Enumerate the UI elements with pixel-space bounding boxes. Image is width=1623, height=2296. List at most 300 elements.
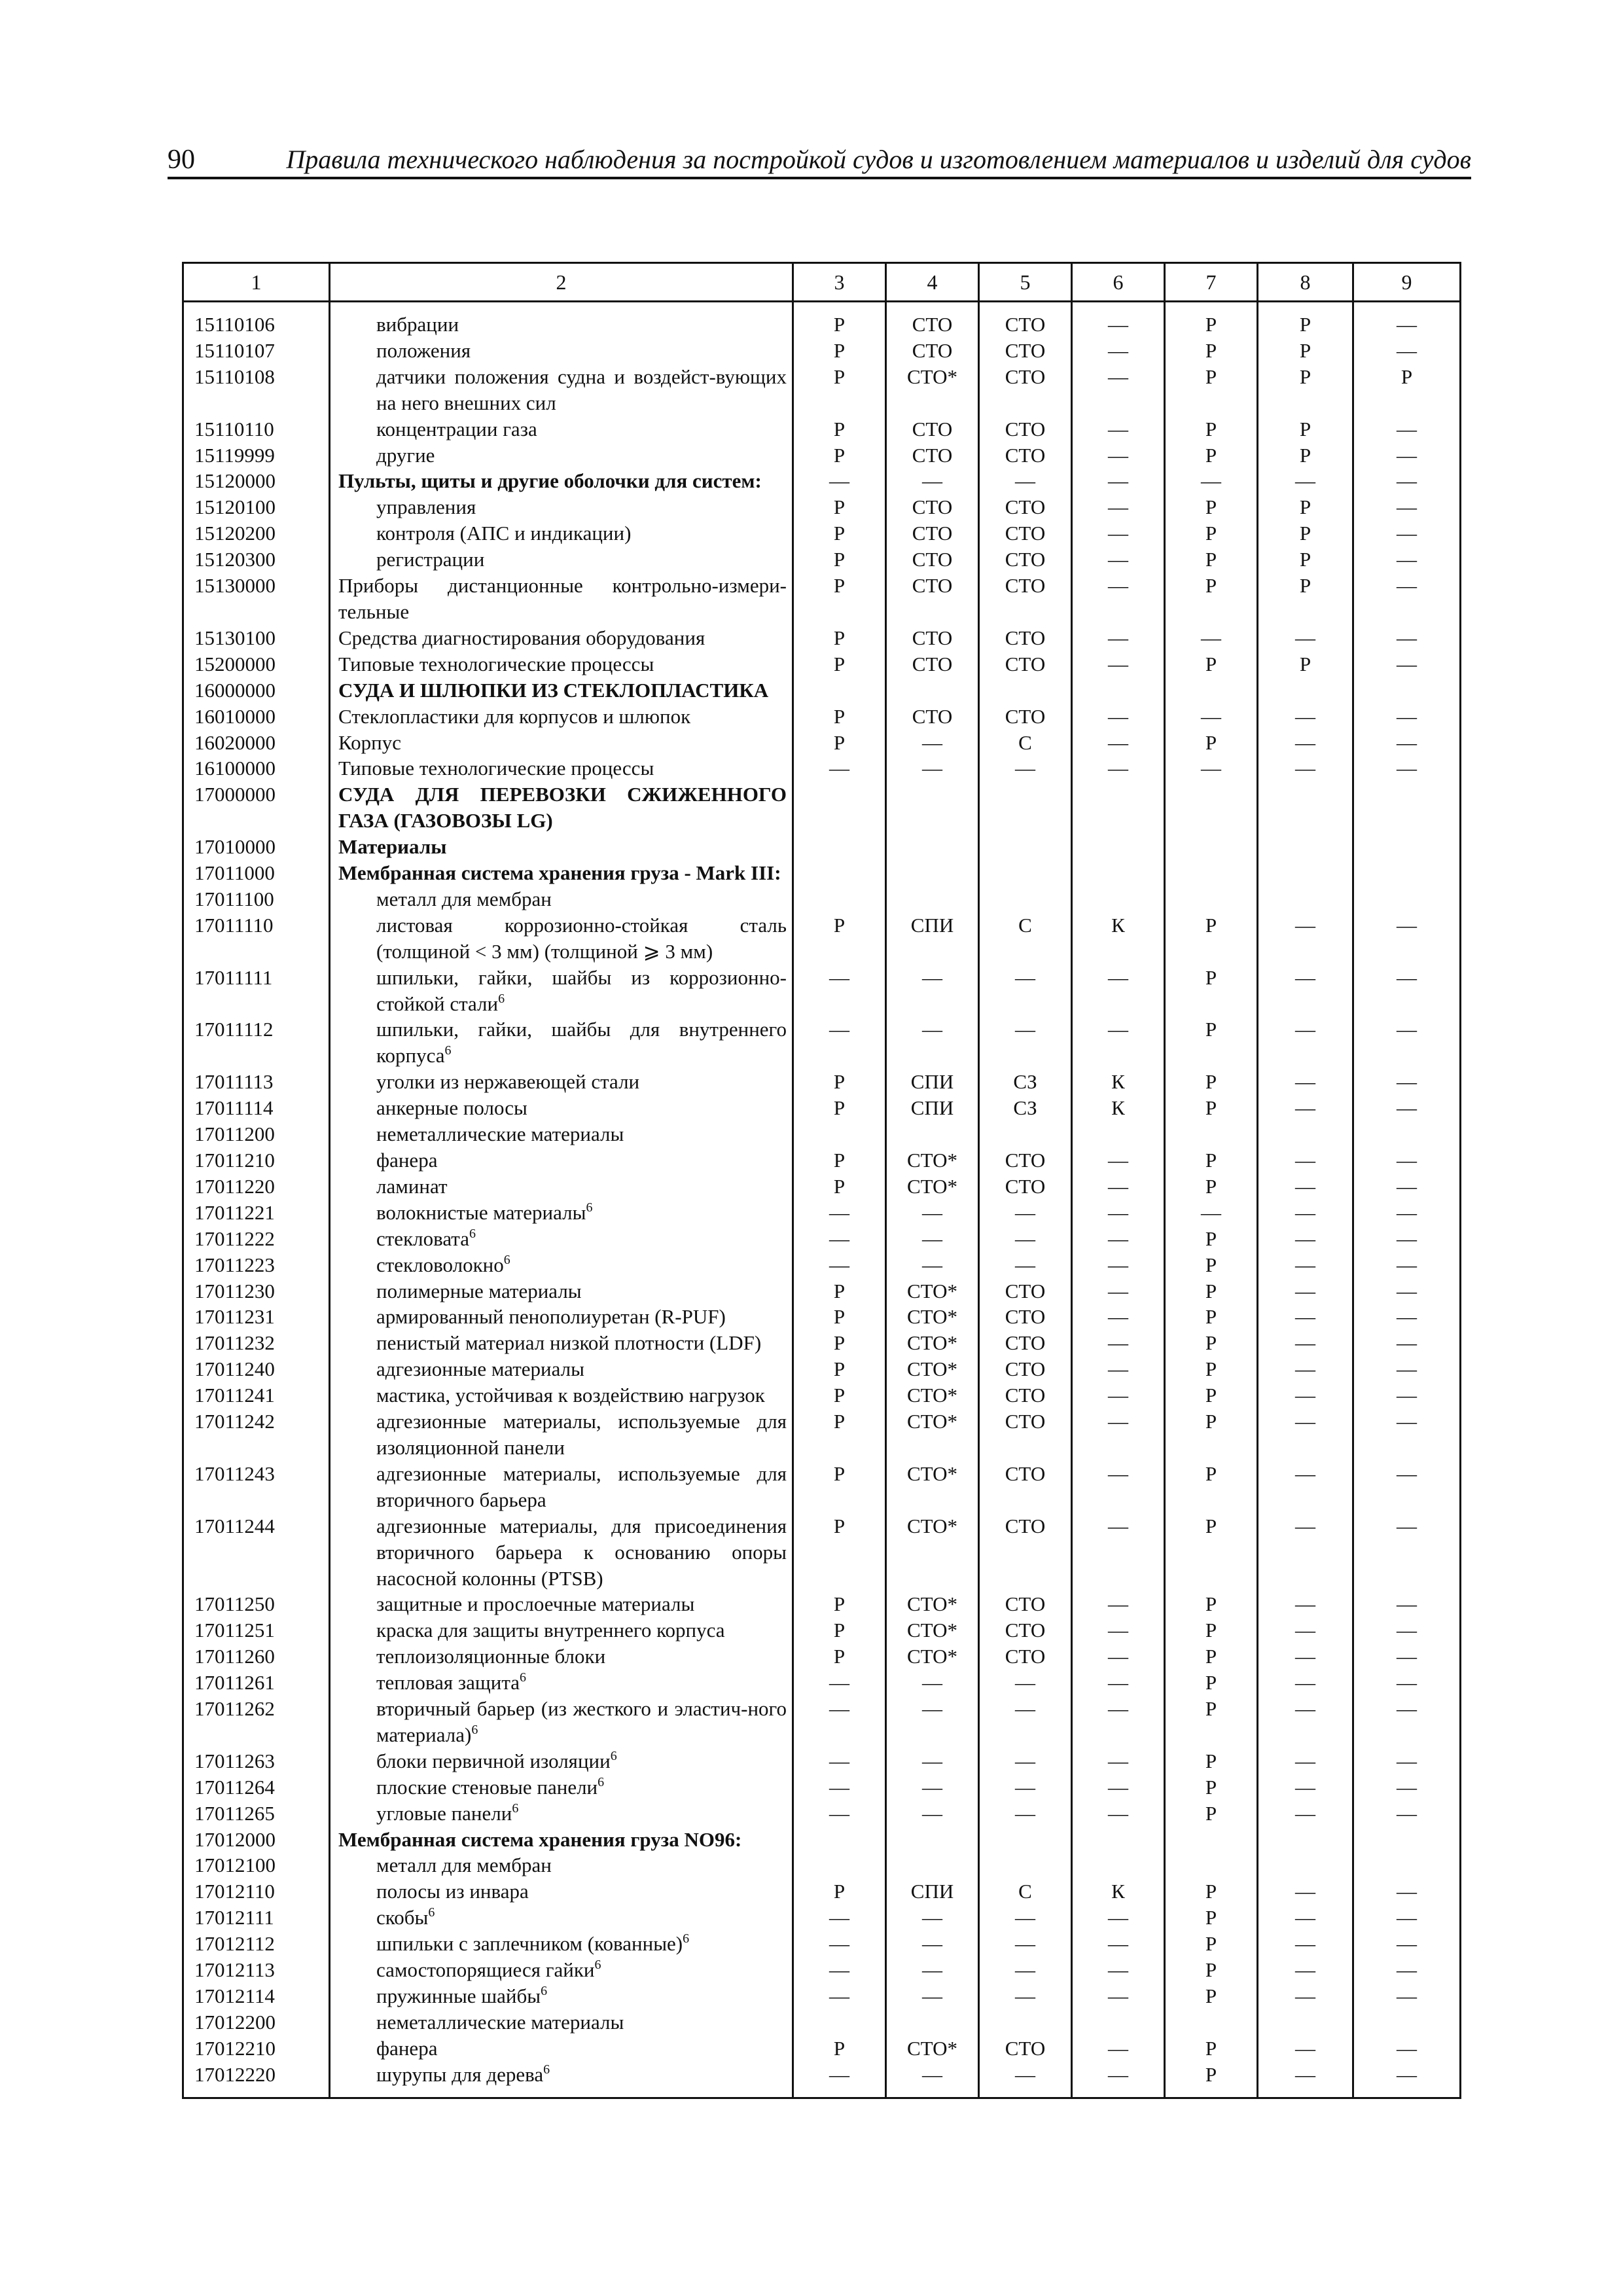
row-mark-col-6: — bbox=[1072, 1983, 1165, 2009]
row-mark-col-6: — bbox=[1072, 302, 1165, 338]
footnote-ref: 6 bbox=[586, 1200, 593, 1215]
row-mark-col-7: Р bbox=[1165, 1801, 1258, 1827]
row-mark-col-4 bbox=[886, 1827, 979, 1853]
table-row bbox=[183, 1878, 1461, 1905]
row-mark-col-8: — bbox=[1258, 1147, 1353, 1174]
row-mark-col-4 bbox=[886, 860, 979, 886]
row-mark-col-7: Р bbox=[1165, 364, 1258, 416]
row-mark-col-7: Р bbox=[1165, 1513, 1258, 1592]
row-code: 15110107 bbox=[183, 338, 330, 364]
row-mark-col-9: — bbox=[1353, 573, 1461, 625]
row-mark-col-3: — bbox=[793, 1905, 886, 1931]
row-mark-col-3: Р bbox=[793, 547, 886, 573]
row-code: 15110106 bbox=[183, 302, 330, 338]
row-code: 17012210 bbox=[183, 2036, 330, 2062]
row-mark-col-4: СТО* bbox=[886, 1591, 979, 1617]
row-name-text: тепловая защита bbox=[376, 1671, 520, 1695]
row-mark-col-6: — bbox=[1072, 651, 1165, 677]
row-mark-col-3: — bbox=[793, 1252, 886, 1278]
row-name bbox=[330, 1591, 793, 1617]
row-mark-col-4: СПИ bbox=[886, 1878, 979, 1905]
table-row bbox=[183, 1461, 1461, 1513]
row-mark-col-3 bbox=[793, 781, 886, 834]
row-mark-col-7: Р bbox=[1165, 1304, 1258, 1330]
row-mark-col-3 bbox=[793, 2009, 886, 2036]
table-row bbox=[183, 1278, 1461, 1304]
table-row bbox=[183, 704, 1461, 730]
row-mark-col-7: Р bbox=[1165, 573, 1258, 625]
row-name-text: вибрации bbox=[376, 313, 459, 336]
row-name bbox=[330, 1330, 793, 1356]
table-row bbox=[183, 1200, 1461, 1226]
row-mark-col-7: Р bbox=[1165, 1748, 1258, 1774]
row-name bbox=[330, 1696, 793, 1748]
row-code: 17012114 bbox=[183, 1983, 330, 2009]
table-row bbox=[183, 468, 1461, 494]
row-name bbox=[330, 338, 793, 364]
row-mark-col-3: Р bbox=[793, 1278, 886, 1304]
table-row bbox=[183, 834, 1461, 860]
row-mark-col-4: — bbox=[886, 1670, 979, 1696]
row-mark-col-5: СТО bbox=[979, 494, 1072, 520]
table-row bbox=[183, 1591, 1461, 1617]
row-name bbox=[330, 1461, 793, 1513]
row-mark-col-6: — bbox=[1072, 1356, 1165, 1382]
row-mark-col-4 bbox=[886, 1121, 979, 1147]
table-row bbox=[183, 1696, 1461, 1748]
row-mark-col-3: — bbox=[793, 965, 886, 1017]
row-mark-col-4: СТО* bbox=[886, 1617, 979, 1643]
row-mark-col-3: Р bbox=[793, 1591, 886, 1617]
row-mark-col-6: — bbox=[1072, 442, 1165, 469]
row-mark-col-8: — bbox=[1258, 1957, 1353, 1983]
row-mark-col-3: Р bbox=[793, 520, 886, 547]
row-name bbox=[330, 1748, 793, 1774]
row-mark-col-9 bbox=[1353, 886, 1461, 912]
row-mark-col-6: — bbox=[1072, 1931, 1165, 1957]
row-name-text: мастика, устойчивая к воздействию нагрузок bbox=[376, 1384, 765, 1407]
row-name bbox=[330, 494, 793, 520]
row-mark-col-3 bbox=[793, 1827, 886, 1853]
row-mark-col-9: — bbox=[1353, 1461, 1461, 1513]
row-name bbox=[330, 468, 793, 494]
row-name bbox=[330, 2036, 793, 2062]
row-mark-col-9: — bbox=[1353, 1696, 1461, 1748]
row-mark-col-5: — bbox=[979, 1200, 1072, 1226]
row-mark-col-8 bbox=[1258, 1827, 1353, 1853]
row-mark-col-4: — bbox=[886, 1983, 979, 2009]
row-mark-col-5: СТО bbox=[979, 1304, 1072, 1330]
row-mark-col-5: — bbox=[979, 1226, 1072, 1252]
row-mark-col-5: — bbox=[979, 1252, 1072, 1278]
row-mark-col-5: СТО bbox=[979, 416, 1072, 442]
footnote-ref: 6 bbox=[471, 1722, 478, 1737]
row-mark-col-7 bbox=[1165, 2009, 1258, 2036]
row-mark-col-5: СТО bbox=[979, 547, 1072, 573]
row-name bbox=[330, 2009, 793, 2036]
row-name-text: краска для защиты внутреннего корпуса bbox=[376, 1619, 725, 1642]
row-name-text: неметаллические материалы bbox=[376, 1122, 624, 1146]
row-mark-col-8: — bbox=[1258, 1069, 1353, 1095]
footnote-ref: 6 bbox=[444, 1043, 452, 1058]
column-header-5: 5 bbox=[979, 263, 1072, 302]
row-name bbox=[330, 520, 793, 547]
row-code: 17011250 bbox=[183, 1591, 330, 1617]
row-name bbox=[330, 1643, 793, 1670]
row-mark-col-5: — bbox=[979, 1931, 1072, 1957]
row-mark-col-5: — bbox=[979, 1016, 1072, 1069]
row-mark-col-3: Р bbox=[793, 1461, 886, 1513]
footnote-ref: 6 bbox=[503, 1252, 510, 1267]
row-mark-col-7: Р bbox=[1165, 1016, 1258, 1069]
row-mark-col-9: — bbox=[1353, 1016, 1461, 1069]
row-mark-col-6: — bbox=[1072, 1670, 1165, 1696]
row-mark-col-7: Р bbox=[1165, 1382, 1258, 1408]
row-mark-col-7: Р bbox=[1165, 2062, 1258, 2098]
page-number: 90 bbox=[168, 145, 195, 175]
row-mark-col-6: — bbox=[1072, 1774, 1165, 1801]
row-code: 17011262 bbox=[183, 1696, 330, 1748]
row-mark-col-3 bbox=[793, 1121, 886, 1147]
row-name bbox=[330, 965, 793, 1017]
row-mark-col-5 bbox=[979, 2009, 1072, 2036]
row-name-text: вторичный барьер (из жесткого и эластич-ного материала) bbox=[376, 1697, 787, 1746]
row-mark-col-7: Р bbox=[1165, 651, 1258, 677]
row-mark-col-7: Р bbox=[1165, 1147, 1258, 1174]
row-mark-col-4: СТО* bbox=[886, 1643, 979, 1670]
row-mark-col-4 bbox=[886, 886, 979, 912]
row-mark-col-3: — bbox=[793, 468, 886, 494]
running-title: Правила технического наблюдения за постройкой судов и изготовлением материалов и изделий для судов bbox=[286, 145, 1471, 174]
row-mark-col-9: — bbox=[1353, 1878, 1461, 1905]
row-mark-col-4: СТО bbox=[886, 625, 979, 651]
row-code: 15120200 bbox=[183, 520, 330, 547]
row-mark-col-9 bbox=[1353, 1121, 1461, 1147]
row-mark-col-5: СТО bbox=[979, 364, 1072, 416]
row-mark-col-5: СТО bbox=[979, 1174, 1072, 1200]
row-mark-col-7: Р bbox=[1165, 1957, 1258, 1983]
row-mark-col-8: — bbox=[1258, 912, 1353, 965]
row-mark-col-9: — bbox=[1353, 965, 1461, 1017]
row-mark-col-9: — bbox=[1353, 1774, 1461, 1801]
row-name-text: защитные и прослоечные материалы bbox=[376, 1592, 695, 1616]
row-mark-col-5: СТО bbox=[979, 2036, 1072, 2062]
row-mark-col-8: — bbox=[1258, 625, 1353, 651]
row-mark-col-8: — bbox=[1258, 1356, 1353, 1382]
row-mark-col-5: СТО bbox=[979, 1461, 1072, 1513]
row-mark-col-7 bbox=[1165, 677, 1258, 704]
row-mark-col-9 bbox=[1353, 2009, 1461, 2036]
row-code: 15120100 bbox=[183, 494, 330, 520]
row-mark-col-8: — bbox=[1258, 1330, 1353, 1356]
row-code: 17011264 bbox=[183, 1774, 330, 1801]
row-mark-col-9: — bbox=[1353, 1931, 1461, 1957]
row-name bbox=[330, 442, 793, 469]
row-mark-col-4: СТО* bbox=[886, 1461, 979, 1513]
row-mark-col-5: — bbox=[979, 1983, 1072, 2009]
row-mark-col-3: Р bbox=[793, 442, 886, 469]
row-mark-col-6: — bbox=[1072, 1382, 1165, 1408]
row-mark-col-6: — bbox=[1072, 2036, 1165, 2062]
row-mark-col-8: — bbox=[1258, 1095, 1353, 1121]
row-mark-col-9: — bbox=[1353, 1670, 1461, 1696]
row-mark-col-6: — bbox=[1072, 755, 1165, 781]
row-mark-col-3 bbox=[793, 834, 886, 860]
row-mark-col-9: — bbox=[1353, 1983, 1461, 2009]
row-code: 15200000 bbox=[183, 651, 330, 677]
row-mark-col-4: СТО* bbox=[886, 1408, 979, 1461]
row-mark-col-8: — bbox=[1258, 1801, 1353, 1827]
row-mark-col-5 bbox=[979, 886, 1072, 912]
row-mark-col-4: — bbox=[886, 1696, 979, 1748]
row-code: 15120300 bbox=[183, 547, 330, 573]
row-mark-col-3: Р bbox=[793, 1069, 886, 1095]
row-mark-col-9 bbox=[1353, 834, 1461, 860]
row-code: 17011263 bbox=[183, 1748, 330, 1774]
row-mark-col-4: — bbox=[886, 1252, 979, 1278]
row-mark-col-8 bbox=[1258, 1852, 1353, 1878]
row-name-text: Типовые технологические процессы bbox=[338, 652, 654, 675]
row-mark-col-9: — bbox=[1353, 1069, 1461, 1095]
table-row bbox=[183, 651, 1461, 677]
row-mark-col-5: СТО bbox=[979, 704, 1072, 730]
row-mark-col-4: — bbox=[886, 1931, 979, 1957]
row-mark-col-7: Р bbox=[1165, 1278, 1258, 1304]
row-mark-col-7: Р bbox=[1165, 1330, 1258, 1356]
row-mark-col-3: — bbox=[793, 1200, 886, 1226]
row-mark-col-4: СТО bbox=[886, 651, 979, 677]
row-mark-col-7: Р bbox=[1165, 912, 1258, 965]
table-row bbox=[183, 1174, 1461, 1200]
table-row bbox=[183, 1748, 1461, 1774]
row-mark-col-7 bbox=[1165, 1852, 1258, 1878]
table-row bbox=[183, 912, 1461, 965]
row-name-text: управления bbox=[376, 495, 476, 519]
row-mark-col-6: — bbox=[1072, 520, 1165, 547]
table-row bbox=[183, 547, 1461, 573]
row-mark-col-9: — bbox=[1353, 1252, 1461, 1278]
row-mark-col-7: Р bbox=[1165, 1696, 1258, 1748]
row-code: 17011261 bbox=[183, 1670, 330, 1696]
row-mark-col-7: Р bbox=[1165, 302, 1258, 338]
row-mark-col-7: — bbox=[1165, 704, 1258, 730]
row-mark-col-5: — bbox=[979, 965, 1072, 1017]
row-name bbox=[330, 1069, 793, 1095]
row-mark-col-4: СТО bbox=[886, 416, 979, 442]
row-code: 16010000 bbox=[183, 704, 330, 730]
row-mark-col-3: Р bbox=[793, 338, 886, 364]
row-mark-col-3: Р bbox=[793, 1408, 886, 1461]
row-mark-col-4 bbox=[886, 834, 979, 860]
row-mark-col-4: — bbox=[886, 730, 979, 756]
row-name bbox=[330, 1827, 793, 1853]
row-name bbox=[330, 416, 793, 442]
row-name-text: концентрации газа bbox=[376, 417, 537, 440]
row-mark-col-8: — bbox=[1258, 1878, 1353, 1905]
row-mark-col-3: Р bbox=[793, 1304, 886, 1330]
row-mark-col-6: — bbox=[1072, 338, 1165, 364]
row-mark-col-5: СТО bbox=[979, 1356, 1072, 1382]
row-mark-col-4 bbox=[886, 1852, 979, 1878]
table-row bbox=[183, 965, 1461, 1017]
table-row bbox=[183, 573, 1461, 625]
row-mark-col-6 bbox=[1072, 677, 1165, 704]
row-mark-col-6: — bbox=[1072, 1200, 1165, 1226]
row-mark-col-4: СТО bbox=[886, 573, 979, 625]
row-mark-col-4: СТО bbox=[886, 442, 979, 469]
row-code: 16000000 bbox=[183, 677, 330, 704]
row-mark-col-4: — bbox=[886, 1801, 979, 1827]
row-mark-col-4: СТО* bbox=[886, 1513, 979, 1592]
row-name bbox=[330, 1382, 793, 1408]
row-name bbox=[330, 860, 793, 886]
row-mark-col-6: К bbox=[1072, 1095, 1165, 1121]
row-mark-col-8: — bbox=[1258, 2062, 1353, 2098]
row-mark-col-4: — bbox=[886, 755, 979, 781]
table-row bbox=[183, 1356, 1461, 1382]
row-mark-col-5 bbox=[979, 781, 1072, 834]
row-mark-col-8: — bbox=[1258, 1461, 1353, 1513]
row-code: 17011260 bbox=[183, 1643, 330, 1670]
row-code: 17011220 bbox=[183, 1174, 330, 1200]
row-mark-col-3: — bbox=[793, 1801, 886, 1827]
row-mark-col-4: СТО* bbox=[886, 1304, 979, 1330]
row-code: 17012112 bbox=[183, 1931, 330, 1957]
row-mark-col-6: — bbox=[1072, 1643, 1165, 1670]
row-mark-col-4: СТО* bbox=[886, 1356, 979, 1382]
row-code: 17012200 bbox=[183, 2009, 330, 2036]
row-mark-col-9: — bbox=[1353, 416, 1461, 442]
column-header-8: 8 bbox=[1258, 263, 1353, 302]
row-mark-col-8 bbox=[1258, 1121, 1353, 1147]
row-name-text: пружинные шайбы bbox=[376, 1984, 541, 2007]
row-name-text: Материалы bbox=[338, 835, 447, 859]
row-mark-col-4: СТО* bbox=[886, 1382, 979, 1408]
table-row bbox=[183, 1931, 1461, 1957]
row-mark-col-6: — bbox=[1072, 1801, 1165, 1827]
row-code: 17011243 bbox=[183, 1461, 330, 1513]
row-name-text: неметаллические материалы bbox=[376, 2010, 624, 2034]
row-mark-col-6 bbox=[1072, 1852, 1165, 1878]
row-name bbox=[330, 755, 793, 781]
row-name bbox=[330, 302, 793, 338]
row-mark-col-8: — bbox=[1258, 1382, 1353, 1408]
row-mark-col-6: — bbox=[1072, 1226, 1165, 1252]
column-header-1: 1 bbox=[183, 263, 330, 302]
row-name bbox=[330, 677, 793, 704]
row-mark-col-9: — bbox=[1353, 1095, 1461, 1121]
row-mark-col-5: СТО bbox=[979, 1382, 1072, 1408]
row-code: 17011100 bbox=[183, 886, 330, 912]
row-mark-col-4: — bbox=[886, 965, 979, 1017]
row-mark-col-7: Р bbox=[1165, 1591, 1258, 1617]
row-code: 15110110 bbox=[183, 416, 330, 442]
row-mark-col-5: — bbox=[979, 1774, 1072, 1801]
row-mark-col-7: Р bbox=[1165, 1174, 1258, 1200]
row-mark-col-5: СТО bbox=[979, 338, 1072, 364]
row-name-text: фанера bbox=[376, 2036, 438, 2060]
row-mark-col-5 bbox=[979, 834, 1072, 860]
row-mark-col-9: — bbox=[1353, 1304, 1461, 1330]
row-mark-col-9: — bbox=[1353, 1617, 1461, 1643]
row-mark-col-4: СТО bbox=[886, 494, 979, 520]
row-mark-col-3: Р bbox=[793, 651, 886, 677]
row-mark-col-6: — bbox=[1072, 2062, 1165, 2098]
row-code: 17011240 bbox=[183, 1356, 330, 1382]
row-mark-col-4: СТО* bbox=[886, 1278, 979, 1304]
row-name-text: контроля (АПС и индикации) bbox=[376, 522, 632, 545]
column-header-9: 9 bbox=[1353, 263, 1461, 302]
row-mark-col-9: — bbox=[1353, 302, 1461, 338]
row-name bbox=[330, 781, 793, 834]
row-name-text: адгезионные материалы, используемые для изоляционной панели bbox=[376, 1410, 787, 1459]
table-row bbox=[183, 1957, 1461, 1983]
row-mark-col-8: Р bbox=[1258, 338, 1353, 364]
row-mark-col-9: — bbox=[1353, 520, 1461, 547]
row-mark-col-9: — bbox=[1353, 468, 1461, 494]
row-name bbox=[330, 625, 793, 651]
row-name-text: шпильки с заплечником (кованные) bbox=[376, 1932, 683, 1956]
row-mark-col-7: — bbox=[1165, 755, 1258, 781]
row-mark-col-3 bbox=[793, 1852, 886, 1878]
row-name bbox=[330, 1356, 793, 1382]
row-name-text: уголки из нержавеющей стали bbox=[376, 1070, 640, 1094]
row-name-text: анкерные полосы bbox=[376, 1096, 527, 1120]
row-name bbox=[330, 1670, 793, 1696]
table-row bbox=[183, 1670, 1461, 1696]
row-name-text: теплоизоляционные блоки bbox=[376, 1645, 606, 1668]
row-mark-col-6: — bbox=[1072, 364, 1165, 416]
footnote-ref: 6 bbox=[610, 1748, 617, 1763]
row-mark-col-3: — bbox=[793, 1670, 886, 1696]
table-row bbox=[183, 1330, 1461, 1356]
row-mark-col-6: — bbox=[1072, 965, 1165, 1017]
row-mark-col-9: — bbox=[1353, 1748, 1461, 1774]
classification-table bbox=[182, 262, 1461, 2099]
row-mark-col-3: — bbox=[793, 1957, 886, 1983]
row-mark-col-8: — bbox=[1258, 468, 1353, 494]
row-code: 17011222 bbox=[183, 1226, 330, 1252]
row-name bbox=[330, 1147, 793, 1174]
row-mark-col-4: СТО* bbox=[886, 1330, 979, 1356]
row-mark-col-8: — bbox=[1258, 1252, 1353, 1278]
row-mark-col-3: Р bbox=[793, 1356, 886, 1382]
row-mark-col-8 bbox=[1258, 834, 1353, 860]
row-mark-col-8: — bbox=[1258, 1643, 1353, 1670]
table-row bbox=[183, 1643, 1461, 1670]
table-row bbox=[183, 1852, 1461, 1878]
row-mark-col-7: Р bbox=[1165, 1670, 1258, 1696]
row-mark-col-3: Р bbox=[793, 1617, 886, 1643]
row-name bbox=[330, 704, 793, 730]
row-code: 17011210 bbox=[183, 1147, 330, 1174]
row-code: 17011112 bbox=[183, 1016, 330, 1069]
row-name bbox=[330, 886, 793, 912]
row-name-text: стекловата bbox=[376, 1227, 469, 1250]
row-mark-col-7 bbox=[1165, 1121, 1258, 1147]
row-code: 17011113 bbox=[183, 1069, 330, 1095]
row-mark-col-7: Р bbox=[1165, 1905, 1258, 1931]
row-name bbox=[330, 1852, 793, 1878]
table-row bbox=[183, 1069, 1461, 1095]
table-row bbox=[183, 1016, 1461, 1069]
row-mark-col-8: — bbox=[1258, 1016, 1353, 1069]
row-mark-col-7: Р bbox=[1165, 1878, 1258, 1905]
row-name bbox=[330, 1278, 793, 1304]
table-row bbox=[183, 1905, 1461, 1931]
row-mark-col-9: — bbox=[1353, 338, 1461, 364]
row-mark-col-6: К bbox=[1072, 1069, 1165, 1095]
